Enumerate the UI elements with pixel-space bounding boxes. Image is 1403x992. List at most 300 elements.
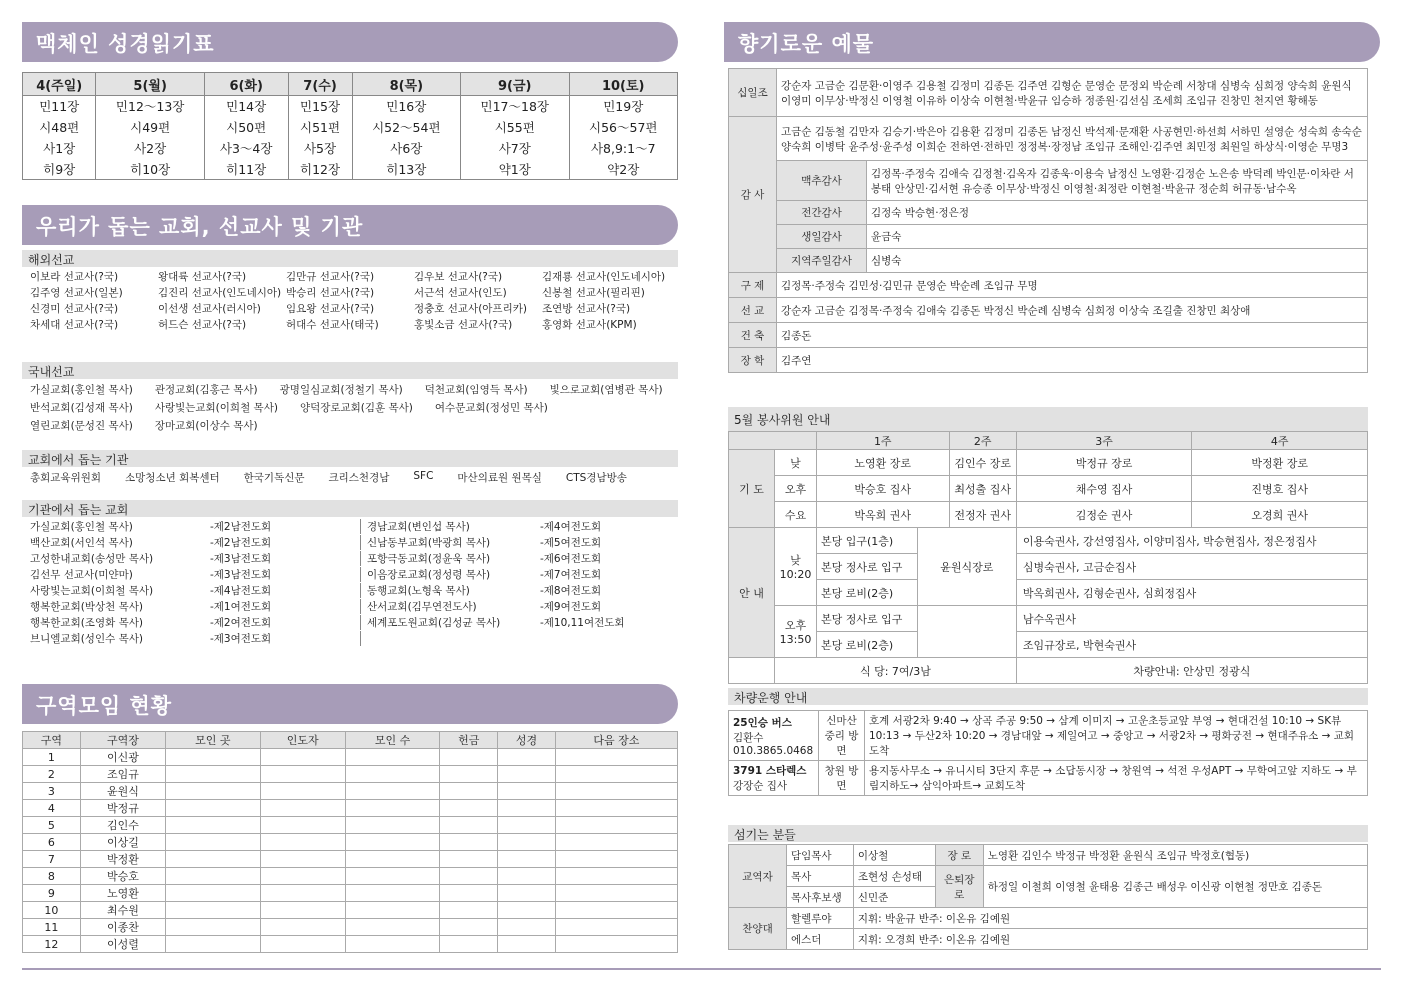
- district-no: 7: [23, 851, 81, 868]
- church-item: 행복한교회(박상천 목사): [30, 601, 143, 613]
- staff-title: 섬기는 분들: [728, 825, 1368, 842]
- church-item: 포항극동교회(정윤욱 목사): [360, 551, 540, 566]
- district-blank: [345, 800, 439, 817]
- offering-subtext: 윤금숙: [867, 225, 1368, 249]
- district-blank: [345, 851, 439, 868]
- church-item: 김선무 선교사(미얀마): [30, 569, 133, 581]
- institution-item: 크리스천경남: [328, 472, 390, 484]
- district-blank: [498, 817, 556, 834]
- pray-time: 오후: [775, 476, 817, 502]
- day-header: 8(목): [352, 73, 460, 96]
- noon-time: [775, 528, 817, 606]
- reading-cell: 사5장: [288, 138, 352, 159]
- domestic-label: 국내선교: [22, 362, 678, 379]
- district-blank: [345, 902, 439, 919]
- district-blank: [555, 936, 677, 953]
- church-item: 사랑빛는교회(이희철 목사): [30, 585, 154, 597]
- reading-table: [22, 72, 678, 180]
- district-blank: [440, 851, 498, 868]
- car-info: 차량안내: 안상민 정광식: [1016, 658, 1367, 684]
- district-no: 8: [23, 868, 81, 885]
- district-row: [23, 919, 678, 936]
- church-item: -제6여전도회: [540, 553, 602, 565]
- church-item: 신남동부교회(박광희 목사): [360, 535, 540, 550]
- district-blank: [166, 902, 260, 919]
- bus-area: 신마산 중리 방면: [819, 711, 865, 761]
- service-blank: [729, 432, 817, 450]
- district-header: 헌금: [440, 732, 498, 749]
- district-no: 4: [23, 800, 81, 817]
- missionary-item: 조연방 선교사(?국): [542, 303, 631, 315]
- bus-title: 3791 스타렉스: [733, 765, 807, 777]
- domestic-section: [22, 362, 678, 436]
- dining-blank: [917, 606, 1016, 658]
- reading-cell: 민15장: [288, 96, 352, 117]
- district-blank: [498, 902, 556, 919]
- district-header: 인도자: [260, 732, 345, 749]
- district-no: 11: [23, 919, 81, 936]
- district-blank: [555, 885, 677, 902]
- offering-sublabel: 생일감사: [777, 225, 867, 249]
- district-blank: [498, 936, 556, 953]
- district-leader: 조임규: [80, 766, 165, 783]
- reading-cell: 시49편: [96, 117, 204, 138]
- reading-cell: 약1장: [461, 159, 569, 180]
- reading-cell: 사1장: [23, 138, 96, 159]
- district-blank: [498, 919, 556, 936]
- guide-names: 심병숙권사, 고금순집사: [1016, 554, 1367, 580]
- week-header: 2주: [949, 432, 1016, 450]
- guide-place: 본당 정사로 입구: [817, 606, 918, 632]
- district-leader: 이신광: [80, 749, 165, 766]
- institution-item: 한국기독신문: [243, 472, 305, 484]
- district-blank: [555, 851, 677, 868]
- district-no: 10: [23, 902, 81, 919]
- pray-person: 노영환 장로: [817, 450, 950, 476]
- guide-row: [729, 528, 1368, 554]
- church-item: [540, 631, 670, 646]
- district-blank: [498, 800, 556, 817]
- guide-row: [729, 580, 1368, 606]
- offering-sublabel: 맥추감사: [777, 161, 867, 201]
- reading-cell: 민14장: [204, 96, 288, 117]
- noon-time-text: 10:20: [779, 568, 812, 581]
- offering-row: [729, 69, 1368, 117]
- offering-text: 강순자 고금순 김정목·주정숙 김애숙 김종돈 박정신 박순례 심병숙 심희정 이상숙 조길출 진창민 최상애: [777, 298, 1368, 323]
- offering-text: 강순자 고금순 김문환·이영주 김용철 김정미 김종돈 김주연 김형순 문영순 문정외 박순례 서창대 심병숙 심희정 양숙희 윤원식 이영미 이무상·박정신 이영철 이유하 이상숙 이현철·박윤규 임승하 정종원·김선심 조세희 조임규 진창민 천지연 황해동: [777, 69, 1368, 117]
- reading-cell: 사6장: [352, 138, 460, 159]
- elder-label: 장 로: [935, 845, 983, 866]
- church-section: [22, 500, 678, 648]
- choir1-names: 지휘: 박윤규 반주: 이온유 김예원: [853, 908, 1367, 929]
- pray-row: [729, 476, 1368, 502]
- reading-banner: 맥체인 성경읽기표: [22, 22, 678, 62]
- district-blank: [498, 766, 556, 783]
- district-row: [23, 766, 678, 783]
- district-blank: [555, 749, 677, 766]
- district-leader: 최수원: [80, 902, 165, 919]
- church-item: -제1여전도회: [210, 601, 272, 613]
- offering-row: [729, 323, 1368, 348]
- guide-row: [729, 554, 1368, 580]
- domestic-item: 양덕장로교회(김훈 목사): [299, 402, 413, 414]
- pray-person: 채수영 집사: [1016, 476, 1192, 502]
- reading-cell: 민17～18장: [461, 96, 569, 117]
- reading-cell: 민16장: [352, 96, 460, 117]
- district-row: [23, 851, 678, 868]
- missionary-item: 임요왕 선교사(?국): [286, 303, 375, 315]
- guide-place: 본당 정사로 입구: [817, 554, 918, 580]
- missionary-item: 왕대륙 선교사(?국): [158, 271, 247, 283]
- offering-subrow: [729, 161, 1368, 201]
- district-row: [23, 749, 678, 766]
- institution-item: 소망청소년 회복센터: [125, 472, 220, 484]
- week-header: 1주: [817, 432, 950, 450]
- district-blank: [498, 783, 556, 800]
- church-item: 이음장로교회(정성령 목사): [360, 567, 540, 582]
- week-header: 4주: [1192, 432, 1368, 450]
- guide-names: 박옥희권사, 김형순권사, 심희정집사: [1016, 580, 1367, 606]
- offering-row: [729, 273, 1368, 298]
- district-row: [23, 936, 678, 953]
- reading-cell: 사7장: [461, 138, 569, 159]
- guide-row: [729, 632, 1368, 658]
- domestic-item: 관정교회(김홍근 목사): [154, 384, 258, 396]
- offering-table: [728, 68, 1368, 373]
- district-blank: [166, 817, 260, 834]
- bottom-rule: [22, 968, 1381, 970]
- church-label: 기관에서 돕는 교회: [22, 500, 678, 517]
- offering-subrow: [729, 225, 1368, 249]
- district-blank: [166, 919, 260, 936]
- overseas-section: [22, 250, 678, 334]
- district-blank: [555, 766, 677, 783]
- district-header: 다음 장소: [555, 732, 677, 749]
- church-item: 고성한내교회(송성만 목사): [30, 553, 154, 565]
- domestic-item: 여수문교회(정성민 목사): [434, 402, 548, 414]
- offering-text: 김주연: [777, 348, 1368, 373]
- choir2-label: 에스더: [787, 929, 854, 950]
- offering-text: 김종돈: [777, 323, 1368, 348]
- district-leader: 노영환: [80, 885, 165, 902]
- district-blank: [260, 766, 345, 783]
- pray-row: [729, 450, 1368, 476]
- offering-label: 십일조: [729, 69, 777, 117]
- missionary-item: 박승리 선교사(?국): [286, 287, 375, 299]
- reading-cell: 시56～57편: [569, 117, 678, 138]
- district-blank: [498, 851, 556, 868]
- guide-place: 본당 로비(2층): [817, 632, 918, 658]
- missionary-item: 이보라 선교사(?국): [30, 271, 119, 283]
- district-blank: [260, 817, 345, 834]
- service-foot: [729, 658, 1368, 684]
- service-head: [729, 432, 1368, 450]
- offering-text: 김정목·주정숙 김민성·김민규 문영순 박순례 조임규 무명: [777, 273, 1368, 298]
- reading-cell: 히10장: [96, 159, 204, 180]
- reading-row: [23, 159, 678, 180]
- pray-person: 김인수 장로: [949, 450, 1016, 476]
- pray-label: 기 도: [729, 450, 775, 528]
- meal-info: 식 당: 7여/3남: [775, 658, 1017, 684]
- district-header: 구역장: [80, 732, 165, 749]
- missionary-item: 김우보 선교사(?국): [414, 271, 503, 283]
- offering-subrow: [729, 249, 1368, 273]
- pray-person: 김정순 권사: [1016, 502, 1192, 528]
- guide-row: [729, 606, 1368, 632]
- offering-text: 고금순 김동철 김만자 김승기·박은아 김용환 김정미 김종돈 남정신 박석제·문재환 사공현민·하선희 서하민 설영순 성숙희 송숙순 양숙희 이병탁 윤주성·윤주성 이희순 전하연·전하민 정정복·장정남 조임규 조해인·김주연 최민정 최원일 하상식·이영순 무명3: [777, 117, 1368, 161]
- foot-blank: [729, 658, 775, 684]
- district-blank: [498, 868, 556, 885]
- church-item: -제8여전도회: [540, 585, 602, 597]
- missionary-item: 이선생 선교사(러시아): [158, 303, 261, 315]
- day-header: 7(수): [288, 73, 352, 96]
- district-blank: [166, 749, 260, 766]
- bus-title: 25인승 버스: [733, 716, 792, 729]
- pray-time: 낮: [775, 450, 817, 476]
- district-blank: [498, 885, 556, 902]
- district-no: 1: [23, 749, 81, 766]
- church-item: -제9여전도회: [540, 601, 602, 613]
- pastor-label: 목사: [787, 866, 854, 887]
- pray-row: [729, 502, 1368, 528]
- choir2-names: 지휘: 오경희 반주: 이온유 김예원: [853, 929, 1367, 950]
- missionary-item: 서근석 선교사(인도): [414, 287, 507, 299]
- district-leader: 박정규: [80, 800, 165, 817]
- guide-place: 본당 입구(1층): [817, 528, 918, 554]
- missionary-item: 허대수 선교사(태국): [286, 319, 379, 331]
- pray-person: 진병호 집사: [1192, 476, 1368, 502]
- day-header: 10(토): [569, 73, 678, 96]
- church-item: -제3여전도회: [210, 633, 272, 645]
- domestic-item: 열린교회(문성진 목사): [30, 420, 133, 432]
- overseas-label: 해외선교: [22, 250, 678, 267]
- missionary-item: 홍영화 선교사(KPM): [542, 319, 637, 331]
- district-blank: [260, 902, 345, 919]
- district-header: 모인 수: [345, 732, 439, 749]
- church-item: -제2여전도회: [210, 617, 272, 629]
- offering-subrow: [729, 201, 1368, 225]
- reading-row: [23, 117, 678, 138]
- day-header: 9(금): [461, 73, 569, 96]
- district-leader: 김인수: [80, 817, 165, 834]
- cand-name: 신민준: [853, 887, 935, 908]
- inst-label: 교회에서 돕는 기관: [22, 450, 678, 467]
- district-blank: [260, 936, 345, 953]
- church-item: -제3남전도회: [210, 553, 272, 565]
- reading-cell: 시48편: [23, 117, 96, 138]
- district-blank: [345, 783, 439, 800]
- reading-cell: 히13장: [352, 159, 460, 180]
- district-blank: [440, 936, 498, 953]
- bus-phone: 010.3865.0468: [733, 744, 814, 757]
- staff-row: [729, 866, 1368, 887]
- bus-name: [729, 711, 819, 761]
- reading-cell: 시52～54편: [352, 117, 460, 138]
- bus-area: 창원 방면: [819, 761, 865, 796]
- missionary-item: 김재룡 선교사(인도네시아): [542, 271, 666, 283]
- missionary-item: 김만규 선교사(?국): [286, 271, 375, 283]
- district-blank: [166, 800, 260, 817]
- staff-row: [729, 929, 1368, 950]
- district-blank: [440, 800, 498, 817]
- district-blank: [166, 868, 260, 885]
- district-leader: 박정환: [80, 851, 165, 868]
- district-row: [23, 902, 678, 919]
- reading-cell: 사3～4장: [204, 138, 288, 159]
- district-blank: [345, 817, 439, 834]
- reading-cell: 약2장: [569, 159, 678, 180]
- church-item: -제4남전도회: [210, 585, 272, 597]
- dining-person: 윤원식장로: [917, 528, 1016, 606]
- bus-row: [729, 711, 1368, 761]
- reading-cell: 시51편: [288, 117, 352, 138]
- reading-cell: 사8,9:1～7: [569, 138, 678, 159]
- offering-row: [729, 298, 1368, 323]
- pm-label: 오후: [784, 619, 807, 632]
- missionary-item: 신봉철 선교사(필리핀): [542, 287, 645, 299]
- missionary-item: 정충호 선교사(아프리카): [414, 303, 527, 315]
- district-blank: [166, 834, 260, 851]
- elder-names: 노영환 김인수 박정규 박정환 윤원식 조임규 박정호(협동): [983, 845, 1367, 866]
- pray-person: 오경희 권사: [1192, 502, 1368, 528]
- guide-label: 안 내: [729, 528, 775, 658]
- church-item: 가실교회(홍인철 목사): [30, 521, 133, 533]
- offering-label: 건 축: [729, 323, 777, 348]
- offering-row: [729, 117, 1368, 161]
- church-item: 동행교회(노형욱 목사): [360, 583, 540, 598]
- missionary-item: 신경미 선교사(?국): [30, 303, 119, 315]
- church-item: -제5여전도회: [540, 537, 602, 549]
- retired-names: 하정일 이철희 이영철 윤태용 김종근 배성우 이신광 이현철 정만호 김종돈: [983, 866, 1367, 908]
- offering-label: 장 학: [729, 348, 777, 373]
- district-blank: [440, 902, 498, 919]
- offering-subtext: 김정숙 박승현·정은정: [867, 201, 1368, 225]
- district-blank: [345, 834, 439, 851]
- district-blank: [345, 936, 439, 953]
- reading-cell: 민11장: [23, 96, 96, 117]
- district-leader: 이성렬: [80, 936, 165, 953]
- district-row: [23, 800, 678, 817]
- missionary-item: 홍빛소금 선교사(?국): [414, 319, 513, 331]
- bus-title: 차량운행 안내: [728, 688, 1368, 705]
- guide-names: 조임규장로, 박현숙권사: [1016, 632, 1367, 658]
- district-blank: [555, 817, 677, 834]
- missionary-item: 김주영 선교사(일본): [30, 287, 123, 299]
- district-blank: [440, 766, 498, 783]
- district-blank: [555, 902, 677, 919]
- district-blank: [345, 919, 439, 936]
- district-leader: 박승호: [80, 868, 165, 885]
- left-column: [22, 0, 678, 992]
- domestic-item: 덕천교회(임영득 목사): [424, 384, 528, 396]
- district-blank: [440, 817, 498, 834]
- reading-cell: 시55편: [461, 117, 569, 138]
- reading-cell: 히9장: [23, 159, 96, 180]
- district-blank: [260, 800, 345, 817]
- district-header: 성경: [498, 732, 556, 749]
- staff-row: [729, 845, 1368, 866]
- church-item: [360, 631, 540, 646]
- domestic-item: 반석교회(김성재 목사): [30, 402, 133, 414]
- church-item: -제2남전도회: [210, 521, 272, 533]
- senior-name: 이상철: [853, 845, 935, 866]
- institution-item: 총회교육위원회: [30, 472, 102, 484]
- district-blank: [440, 783, 498, 800]
- district-blank: [440, 885, 498, 902]
- district-blank: [260, 868, 345, 885]
- domestic-item: 가실교회(홍인철 목사): [30, 384, 133, 396]
- church-item: 브니엘교회(성인수 목사): [30, 633, 143, 645]
- district-blank: [260, 749, 345, 766]
- church-item: -제7여전도회: [540, 569, 602, 581]
- pm-time: [775, 606, 817, 658]
- choir1-label: 할렐루야: [787, 908, 854, 929]
- district-row: [23, 885, 678, 902]
- church-item: -제4여전도회: [540, 521, 602, 533]
- staff-row: [729, 908, 1368, 929]
- church-item: 백산교회(서인석 목사): [30, 537, 133, 549]
- district-blank: [498, 749, 556, 766]
- district-row: [23, 834, 678, 851]
- district-blank: [260, 783, 345, 800]
- district-no: 9: [23, 885, 81, 902]
- pray-person: 박승호 집사: [817, 476, 950, 502]
- church-item: 행복한교회(조영화 목사): [30, 617, 143, 629]
- staff-section: [728, 825, 1368, 950]
- district-blank: [345, 766, 439, 783]
- institution-item: SFC: [413, 470, 434, 482]
- district-header: 구역: [23, 732, 81, 749]
- week-header: 3주: [1016, 432, 1192, 450]
- pray-person: 전정자 권사: [949, 502, 1016, 528]
- district-blank: [166, 936, 260, 953]
- missionary-item: 차세대 선교사(?국): [30, 319, 119, 331]
- right-column: [728, 0, 1368, 992]
- district-blank: [440, 919, 498, 936]
- bus-name: [729, 761, 819, 796]
- district-row: [23, 783, 678, 800]
- district-blank: [260, 885, 345, 902]
- offering-subtext: 심병숙: [867, 249, 1368, 273]
- domestic-item: 장마교회(이상수 목사): [154, 420, 258, 432]
- district-blank: [166, 851, 260, 868]
- senior-label: 담임목사: [787, 845, 854, 866]
- district-leader: 윤원식: [80, 783, 165, 800]
- district-blank: [260, 851, 345, 868]
- pray-time: 수요: [775, 502, 817, 528]
- edu-label: 교역자: [729, 845, 787, 908]
- offering-subtext: 김정목·주정숙 김애숙 김정철·김옥자 김종욱·이용숙 남정신 노영환·김정순 노은송 박덕례 박인문·이차란 서봉태 안상민·김서현 유승종 이무상·박정신 이영철·최정란 이현철·박윤규 정순희 허규동·남수옥: [867, 161, 1368, 201]
- reading-cell: 민19장: [569, 96, 678, 117]
- district-blank: [166, 885, 260, 902]
- district-no: 2: [23, 766, 81, 783]
- church-item: -제10,11여전도회: [540, 617, 625, 629]
- reading-cell: 민12～13장: [96, 96, 204, 117]
- district-row: [23, 817, 678, 834]
- pm-time-text: 13:50: [779, 633, 812, 646]
- reading-cell: 시50편: [204, 117, 288, 138]
- day-header: 4(주일): [23, 73, 96, 96]
- retired-label: 은퇴장로: [935, 866, 983, 908]
- offering-label: 선 교: [729, 298, 777, 323]
- offering-sublabel: 지역주일감사: [777, 249, 867, 273]
- guide-names: 남수옥권사: [1016, 606, 1367, 632]
- bus-row: [729, 761, 1368, 796]
- noon-label: 낮: [790, 554, 801, 567]
- cand-label: 목사후보생: [787, 887, 854, 908]
- day-header: 5(월): [96, 73, 204, 96]
- district-leader: 이종찬: [80, 919, 165, 936]
